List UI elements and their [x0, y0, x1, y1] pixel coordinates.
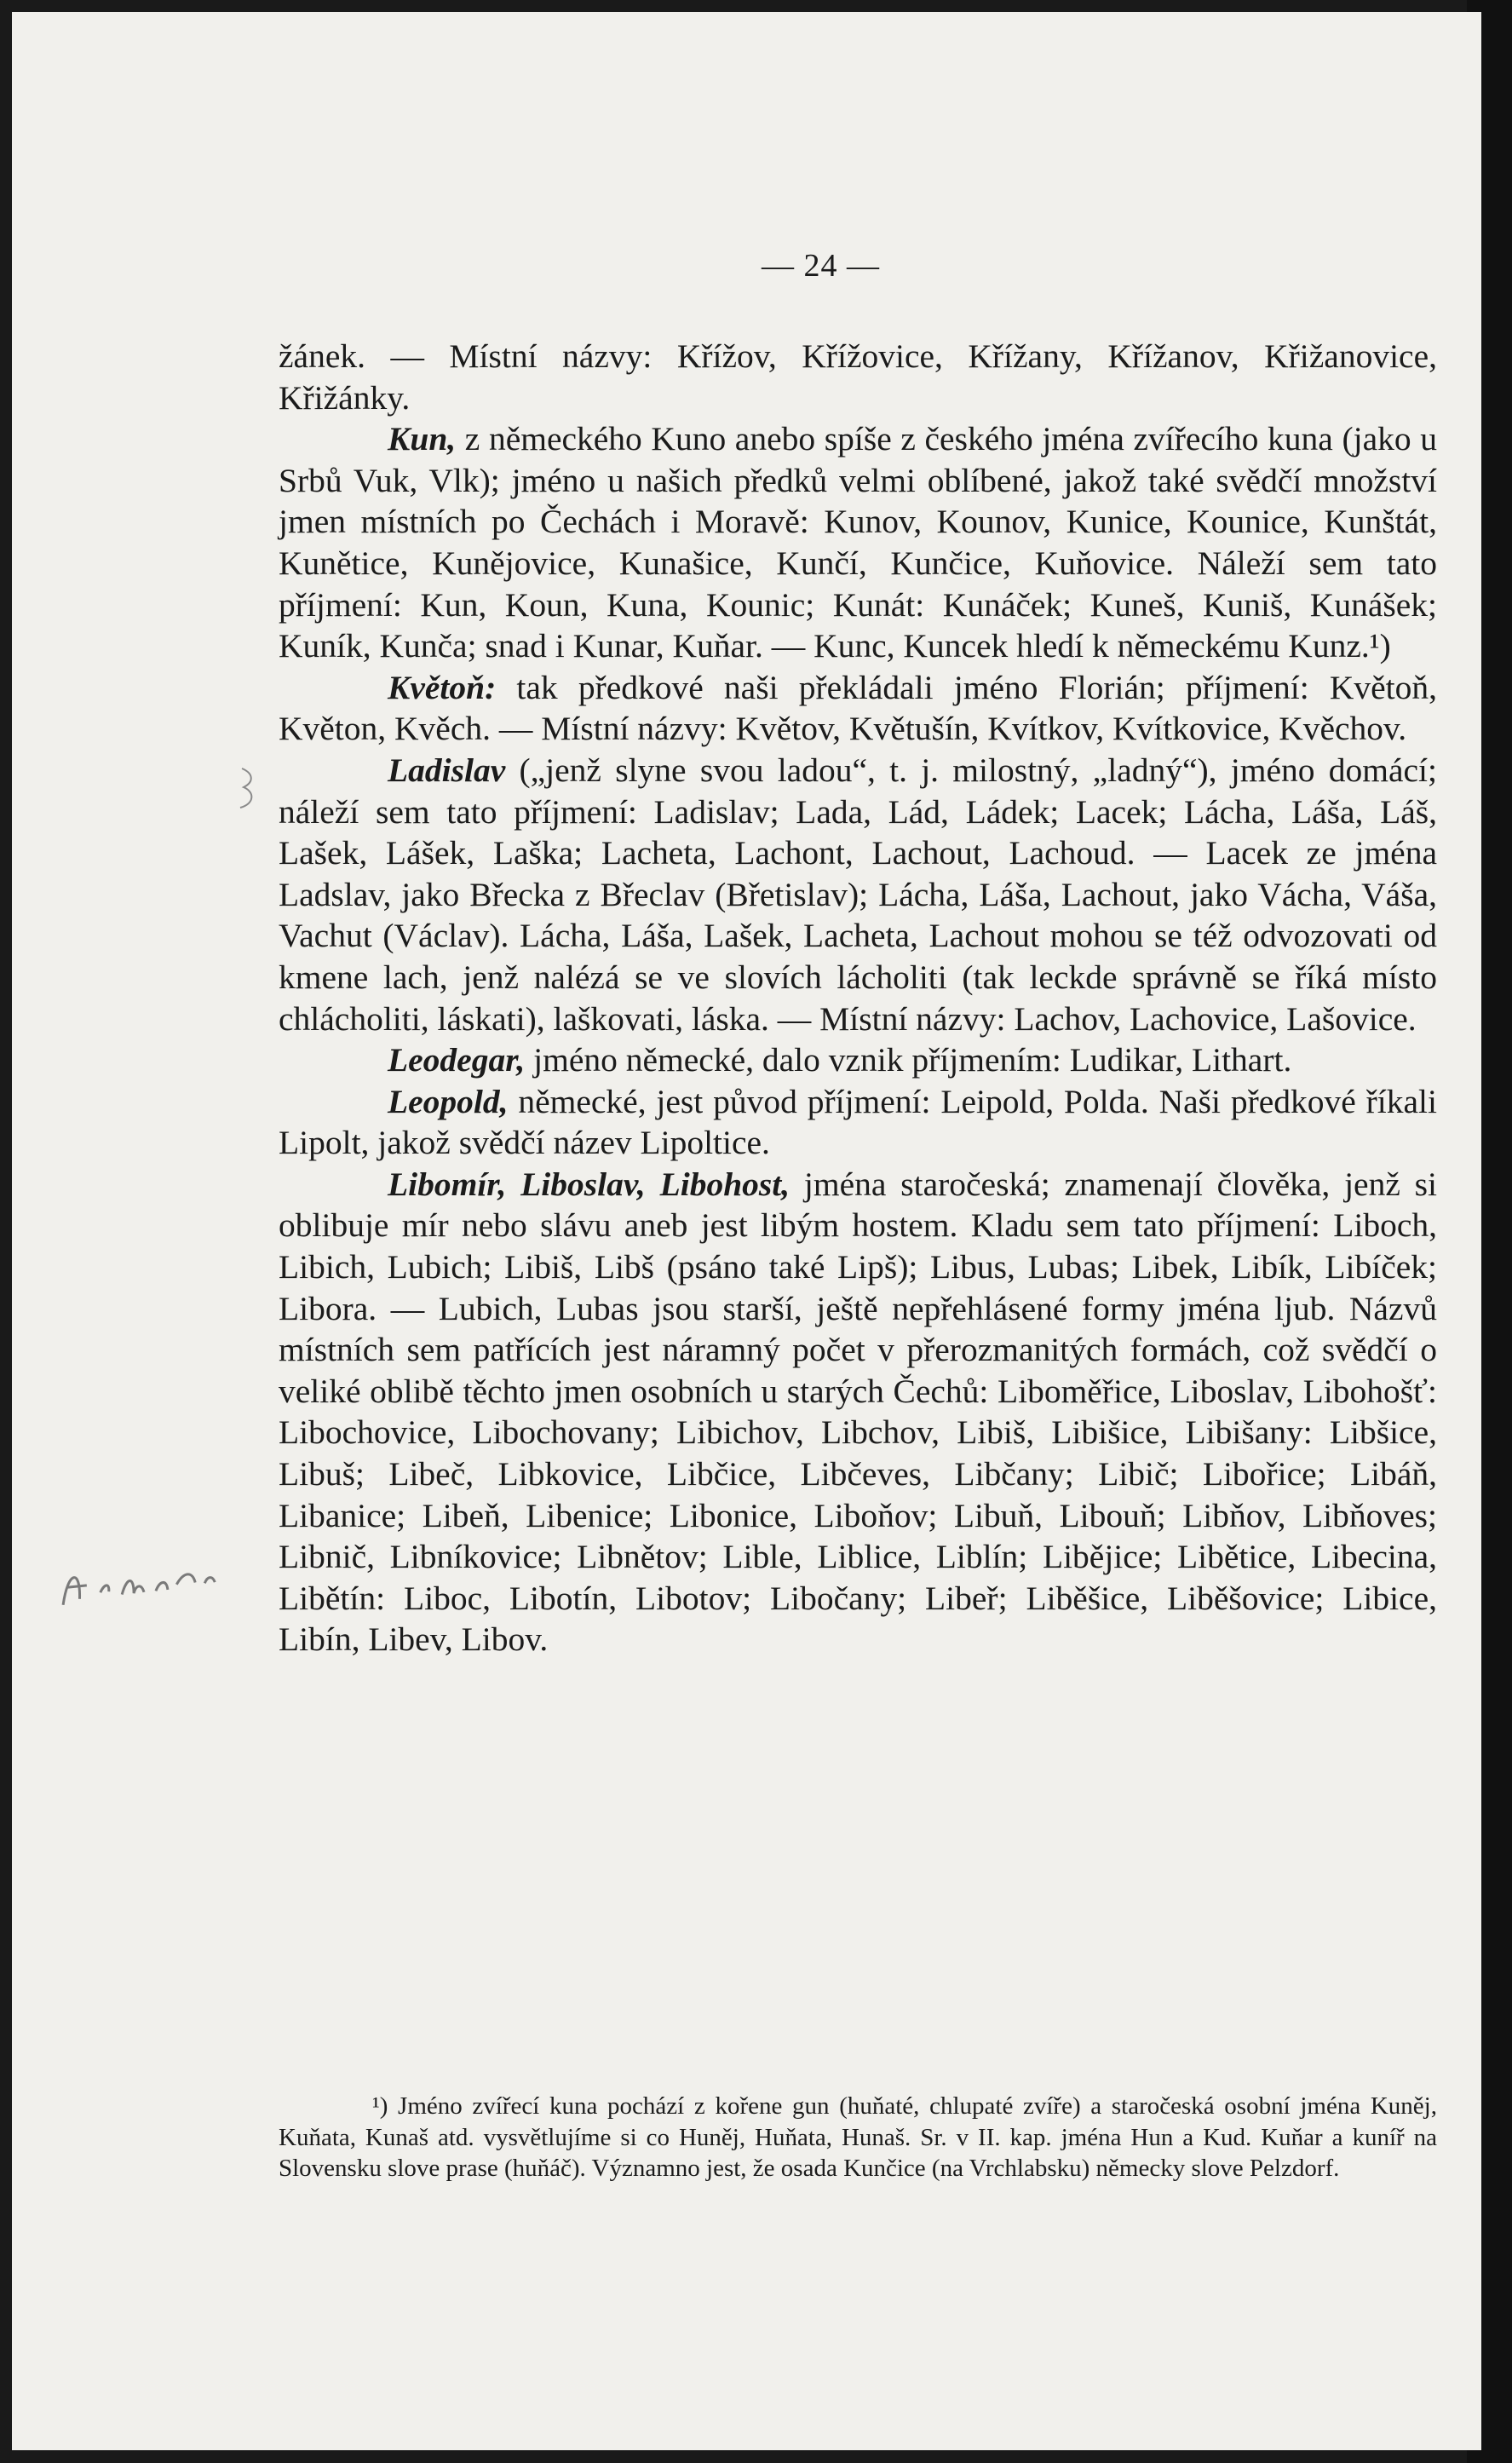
- book-page: [12, 12, 1481, 2450]
- paragraph: [279, 750, 1437, 1039]
- footnotes: [279, 2091, 1437, 2184]
- paragraph: [279, 1164, 1437, 1660]
- paragraph-text: jméno německé, dalo vznik příjmením: Ludikar, Lithart.: [525, 1041, 1292, 1079]
- headword: Kun,: [388, 420, 457, 458]
- handwritten-margin-note: [49, 1536, 235, 1631]
- headword: Libomír, Liboslav, Libohost,: [388, 1165, 790, 1203]
- pencil-mark: [235, 762, 261, 813]
- paragraph: [279, 418, 1437, 667]
- headword: Ladislav: [388, 751, 506, 789]
- footnote: ¹) Jméno zvířecí kuna pochází z kořene gun (huňaté, chlupaté zvíře) a staročeská osobní jména Kuněj, Kuňata, Kunaš atd. vysvětlujíme si co Huněj, Huňata, Hunaš. Sr. v II. kap. jména Hun a Kud. Kuňar a kuníř na Slovensku slove prase (huňáč). Významno jest, že osada Kunčice (na Vrchlabsku) německy slove Pelzdorf.: [279, 2092, 1437, 2183]
- paragraph-text: německé, jest původ příjmení: Leipold, Polda. Naši předkové říkali Lipolt, jakož svědčí název Lipoltice.: [279, 1082, 1437, 1162]
- headword: Leodegar,: [388, 1041, 526, 1079]
- paragraph: [279, 1081, 1437, 1164]
- paragraph-text: jména staročeská; znamenají člověka, jenž si oblibuje mír nebo slávu aneb jest libým hostem. Kladu sem tato příjmení: Liboch, Libich, Lubich; Libiš, Libš (psáno také Lipš); Libus, Lubas; Libek, Libík, Libíček; Libora. — Lubich, Lubas jsou starší, ještě nepřehlásené formy jména ljub. Názvů místních sem patřících jest náramný počet v přerozmanitých formách, což svědčí o veliké oblibě těchto jmen osobních u starých Čechů: Liboměřice, Liboslav, Libohošť: Libochovice, Libochovany; Libichov, Libchov, Libiš, Libišice, Libišany: Libšice, Libuš; Libeč, Libkovice, Libčice, Libčeves, Libčany; Libič; Libořice; Libáň, Libanice; Libeň, Libenice; Libonice, Liboňov; Libuň, Libouň; Libňov, Libňoves; Libnič, Libníkovice; Libnětov; Lible, Liblice, Liblín; Libějice; Libětice, Libecina, Libětín: Liboc, Libotín, Libotov; Libočany; Libeř; Liběšice, Liběšovice; Libice, Libín, Libev, Libov.: [279, 1165, 1437, 1659]
- main-text: [279, 336, 1437, 1660]
- paragraph: [279, 336, 1437, 418]
- headword: Leopold,: [388, 1082, 509, 1120]
- paragraph-text: žánek. — Místní názvy: Křížov, Křížovice, Křížany, Křížanov, Křižanovice, Křižánky.: [279, 337, 1437, 417]
- paragraph-text: („jenž slyne svou ladou“, t. j. milostný, „ladný“), jméno domácí; náleží sem tato příjmení: Ladislav; Lada, Lád, Ládek; Lacek; Lácha, Láša, Láš, Lašek, Lášek, Laška; Lacheta, Lachont, Lachout, Lachoud. — Lacek ze jména Ladslav, jako Břecka z Břeclav (Břetislav); Lácha, Láša, Lachout, jako Vácha, Váša, Vachut (Václav). Lácha, Láša, Lašek, Lacheta, Lachout mohou se též odvozovati od kmene lach, jenž nalézá se ve slovích lácholiti (tak leckde správně se říká místo chlácholiti, láskati), laškovati, láska. — Místní názvy: Lachov, Lachovice, Lašovice.: [279, 751, 1437, 1038]
- paragraph: [279, 667, 1437, 750]
- paragraph: [279, 1039, 1437, 1081]
- paragraph-text: z německého Kuno anebo spíše z českého jména zvířecího kuna (jako u Srbů Vuk, Vlk); jméno u našich předků velmi oblíbené, jakož také svědčí množství jmen místních po Čechách i Moravě: Kunov, Kounov, Kunice, Kounice, Kunštát, Kunětice, Kunějovice, Kunašice, Kunčí, Kunčice, Kuňovice. Náleží sem tato příjmení: Kun, Koun, Kuna, Kounic; Kunát: Kunáček; Kuneš, Kuniš, Kunášek; Kuník, Kunča; snad i Kunar, Kuňar. — Kunc, Kuncek hledí k německému Kunz.¹): [279, 420, 1437, 665]
- headword: Květoň:: [388, 668, 497, 706]
- page-number: — 24 —: [762, 248, 880, 284]
- paragraph-text: tak předkové naši překládali jméno Florián; příjmení: Květoň, Květon, Kvěch. — Místní názvy: Květov, Květušín, Kvítkov, Kvítkovice, Kvěchov.: [279, 668, 1437, 748]
